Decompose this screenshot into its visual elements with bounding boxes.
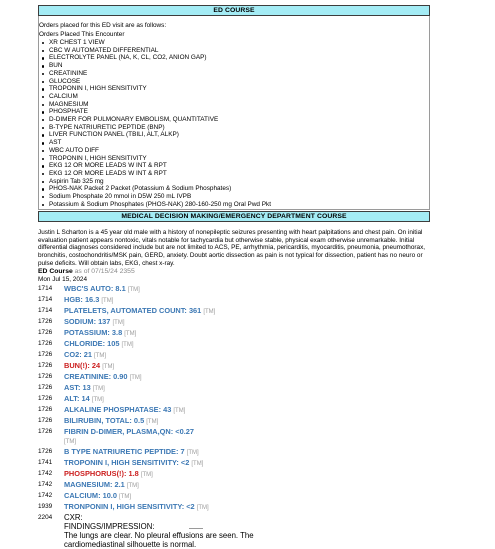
lab-result — [64, 427, 298, 447]
order-item: TROPONIN I, HIGH SENSITIVITY — [39, 155, 271, 163]
labs-title: ED Course — [38, 268, 73, 275]
lab-flag: [TM] — [129, 375, 142, 381]
lab-result-text: BUN(!): 24 — [64, 361, 101, 370]
lab-flag: [TM] — [203, 309, 216, 315]
lab-flag: [TM] — [112, 320, 125, 326]
lab-time: 1939 — [38, 503, 53, 510]
lab-flag: [TM] — [64, 439, 76, 445]
lab-row — [38, 416, 298, 427]
lab-flag: [TM] — [94, 353, 106, 359]
lab-flag: [TM] — [101, 298, 114, 304]
labs-date: Mon Jul 15, 2024 — [38, 276, 88, 283]
lab-result-text: CHLORIDE: 105 — [64, 339, 120, 348]
lab-result — [64, 480, 298, 491]
lab-rows — [38, 284, 298, 549]
lab-row — [38, 491, 298, 502]
lab-result-critical — [64, 361, 298, 372]
lab-flag: [TM] — [127, 287, 140, 293]
labs-as-of: as of 07/15/24 2355 — [74, 268, 135, 275]
lab-result-text: BILIRUBIN, TOTAL: 0.5 — [64, 416, 145, 425]
lab-time: 1742 — [38, 470, 53, 477]
page-break-marker — [189, 528, 203, 531]
lab-flag: [TM] — [126, 483, 139, 489]
lab-flag: [TM] — [124, 331, 137, 337]
lab-result-text: B TYPE NATRIURETIC PEPTIDE: 7 — [64, 447, 185, 456]
lab-result-text: TRONPONIN I, HIGH SENSITIVITY: <2 — [64, 502, 195, 511]
order-item: CBC W AUTOMATED DIFFERENTIAL — [39, 47, 271, 55]
lab-row — [38, 405, 298, 416]
lab-row — [38, 339, 298, 350]
order-item: Aspirin Tab 325 mg — [39, 178, 271, 186]
order-item: LIVER FUNCTION PANEL (TBILI, ALT, ALKP) — [39, 131, 271, 139]
lab-result — [64, 284, 298, 295]
lab-result — [64, 458, 298, 469]
lab-result — [64, 350, 298, 361]
lab-result-text: PHOSPHORUS(!): 1.8 — [64, 469, 139, 478]
lab-time: 1726 — [38, 448, 53, 455]
lab-time: 1726 — [38, 373, 53, 380]
order-item: EKG 12 OR MORE LEADS W INT & RPT — [39, 162, 271, 170]
lab-flag: [TM] — [140, 472, 153, 478]
lab-row — [38, 328, 298, 339]
lab-result-text: ALT: 14 — [64, 394, 90, 403]
lab-row — [38, 361, 298, 372]
lab-row — [38, 350, 298, 361]
lab-result-text: TROPONIN I, HIGH SENSITIVITY: <2 — [64, 458, 190, 467]
order-item: EKG 12 OR MORE LEADS W INT & RPT — [39, 170, 271, 178]
lab-result — [64, 447, 298, 458]
order-item: GLUCOSE — [39, 78, 271, 86]
lab-time: 1726 — [38, 329, 53, 336]
labs-title-line — [38, 268, 298, 276]
lab-result — [64, 339, 298, 350]
lab-flag: [TM] — [119, 494, 132, 500]
lab-time: 1714 — [38, 296, 53, 303]
order-item: XR CHEST 1 VIEW — [39, 39, 271, 47]
lab-row — [38, 447, 298, 458]
lab-result-text: SODIUM: 137 — [64, 317, 111, 326]
lab-result-critical — [64, 469, 298, 480]
lab-row — [38, 306, 298, 317]
lab-time: 2204 — [38, 514, 53, 521]
order-item: CALCIUM — [39, 93, 271, 101]
lab-row — [38, 317, 298, 328]
lab-result-text: HGB: 16.3 — [64, 295, 100, 304]
cxr-findings-text: The lungs are clear. No pleural effusions are seen. The cardiomediastinal silhouette is normal. — [64, 531, 254, 549]
lab-result-text: PLATELETS, AUTOMATED COUNT: 361 — [64, 306, 202, 315]
order-item: D-DIMER FOR PULMONARY EMBOLISM, QUANTITATIVE — [39, 116, 271, 124]
lab-result-text: WBC'S AUTO: 8.1 — [64, 284, 126, 293]
lab-time: 1726 — [38, 417, 53, 424]
lab-time: 1726 — [38, 406, 53, 413]
ed-course-header: ED COURSE — [38, 5, 430, 16]
lab-result-text: CREATININE: 0.90 — [64, 372, 128, 381]
order-item: PHOSPHATE — [39, 108, 271, 116]
order-item: AST — [39, 139, 271, 147]
orders-list — [39, 39, 271, 208]
lab-time: 1714 — [38, 307, 53, 314]
lab-time: 1726 — [38, 362, 53, 369]
lab-flag: [TM] — [121, 342, 134, 348]
lab-flag: [TM] — [186, 450, 199, 456]
cxr-result — [64, 513, 299, 549]
lab-result-text: CALCIUM: 10.0 — [64, 491, 117, 500]
lab-row — [38, 383, 298, 394]
lab-flag: [TM] — [91, 397, 104, 403]
lab-time: 1742 — [38, 492, 53, 499]
order-item: Potassium & Sodium Phosphates (PHOS-NAK) 280-160-250 mg Oral Pwd Pkt — [39, 201, 271, 209]
lab-time: 1726 — [38, 351, 53, 358]
lab-result-text: MAGNESIUM: 2.1 — [64, 480, 125, 489]
order-item: B-TYPE NATRIURETIC PEPTIDE (BNP) — [39, 124, 271, 132]
lab-result-text: CO2: 21 — [64, 350, 92, 359]
lab-result — [64, 317, 298, 328]
lab-row — [38, 469, 298, 480]
lab-time: 1726 — [38, 318, 53, 325]
lab-time: 1714 — [38, 285, 53, 292]
orders-intro: Orders placed for this ED visit are as follows: — [39, 22, 167, 29]
lab-flag: [TM] — [191, 461, 204, 467]
lab-flag: [TM] — [173, 408, 186, 414]
lab-row — [38, 394, 298, 405]
lab-result — [64, 383, 298, 394]
order-item: MAGNESIUM — [39, 101, 271, 109]
lab-result — [64, 306, 298, 317]
lab-time: 1726 — [38, 428, 53, 435]
cxr-findings-label: FINDINGS/IMPRESSION: — [64, 522, 155, 531]
lab-row — [38, 284, 298, 295]
lab-row — [38, 480, 298, 491]
orders-panel — [38, 16, 430, 210]
lab-result-text: AST: 13 — [64, 383, 91, 392]
order-item: PHOS-NAK Packet 2 Packet (Potassium & Sodium Phosphates) — [39, 185, 271, 193]
order-item: ELECTROLYTE PANEL (NA, K, CL, CO2, ANION GAP) — [39, 54, 271, 62]
lab-flag: [TM] — [92, 386, 105, 392]
lab-result — [64, 416, 298, 427]
lab-time: 1742 — [38, 481, 53, 488]
labs-section — [38, 268, 298, 549]
order-item: WBC AUTO DIFF — [39, 147, 271, 155]
lab-result-text: FIBRIN D-DIMER, PLASMA,QN: <0.27 — [64, 427, 194, 436]
order-item: Sodium Phosphate 20 mmol in D5W 250 mL IVPB — [39, 193, 271, 201]
cxr-row — [38, 513, 298, 549]
order-item: CREATININE — [39, 70, 271, 78]
order-item: TROPONIN I, HIGH SENSITIVITY — [39, 85, 271, 93]
lab-result-text: POTASSIUM: 3.8 — [64, 328, 123, 337]
lab-row — [38, 427, 298, 447]
lab-result — [64, 502, 298, 513]
lab-result — [64, 328, 298, 339]
lab-flag: [TM] — [146, 419, 159, 425]
orders-subheading: Orders Placed This Encounter — [39, 31, 125, 38]
lab-row — [38, 458, 298, 469]
lab-row — [38, 502, 298, 513]
lab-time: 1741 — [38, 459, 53, 466]
lab-time: 1726 — [38, 384, 53, 391]
lab-row — [38, 372, 298, 383]
lab-flag: [TM] — [102, 364, 115, 370]
lab-result-text: ALKALINE PHOSPHATASE: 43 — [64, 405, 172, 414]
lab-result — [64, 394, 298, 405]
lab-time: 1726 — [38, 340, 53, 347]
mdm-narrative: Justin L Scharton is a 45 year old male with a history of nonepileptic seizures presenting with heart palpitations and chest pain. On initial evaluation patient appears nontoxic, vitals notable for tachycardia but otherwise stable, physical exam otherwise unremarkable. Initial differential diagnoses considered include but are not limited to ACS, PE, arrhythmia, pericarditis, myocarditis, pneumonia, pneumothorax, bronchitis, costochondritis/MSK pain, GERD, anxiety. Doubt aortic dissection as pain is not typical for dissection, patient has no neuro or pulse deficits. Will obtain labs, EKG, chest x-ray. — [38, 229, 426, 267]
cxr-label: CXR: — [64, 513, 83, 522]
lab-result — [64, 295, 298, 306]
lab-flag: [TM] — [196, 505, 209, 511]
lab-result — [64, 372, 298, 383]
order-item: BUN — [39, 62, 271, 70]
lab-time: 1726 — [38, 395, 53, 402]
lab-result — [64, 491, 298, 502]
lab-row — [38, 295, 298, 306]
mdm-header: MEDICAL DECISION MAKING/EMERGENCY DEPARTMENT COURSE — [38, 211, 430, 222]
lab-result — [64, 405, 298, 416]
